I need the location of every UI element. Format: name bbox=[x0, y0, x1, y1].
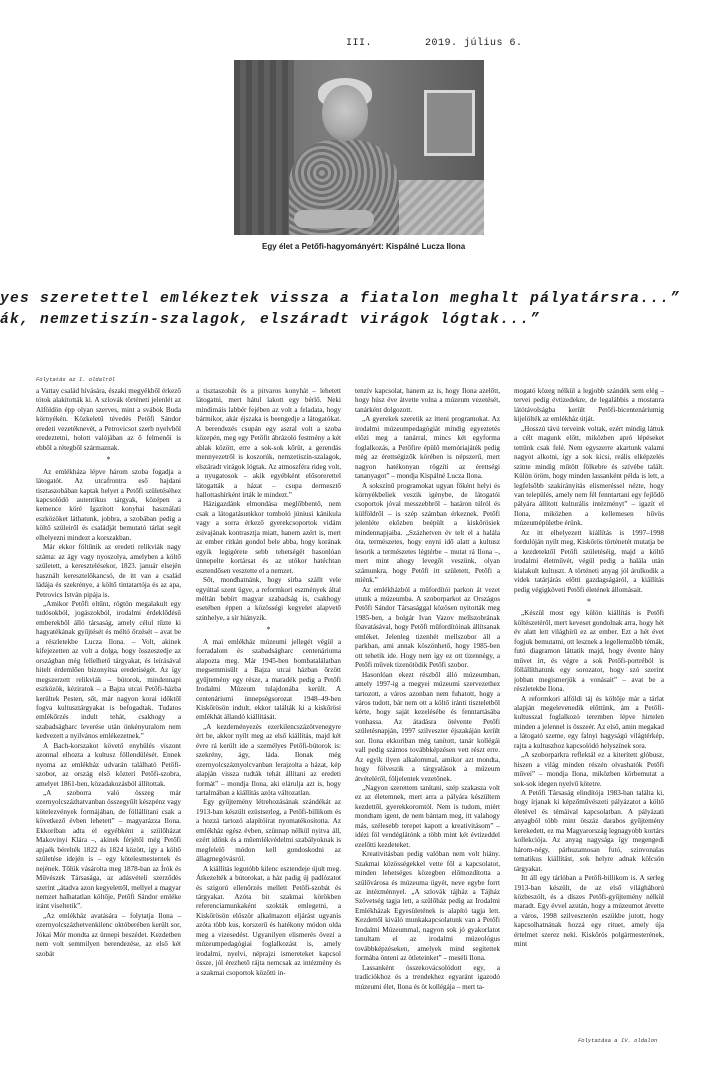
article-paragraph: A sokszínű programokat ugyan főként helyi és környékbeliek veszik igénybe, de látogatói csoportok jóval messzebbről – határon túlról és külföldről – is szép számban érkeznek. Petőfi jelenléte ekőzben beépült a kiskőrösiek mindennapjaiba. „Százhetven év telt el a halála óta, természetes, hogy enyni idő alatt a kultusz lesorik a természetes légtérbe – mutat rá Ilona –, mert mint ahogy levegőt veszünk, olyan számunkra, hogy Petőfi itt született, Petőfi a miénk.” bbox=[355, 481, 500, 585]
article-paragraph: A mai emlékház múzeumi jellegét végül a forradalom és szabadságharc centenáriuma alapozta meg. Már 1945-ben bombatalálatban megsemmisült a Bajza utcai házban őrzött gyűjtemény egy része, a maradék pedig a Petőfi Irodalmi Múzeum tulajdonába került. A centenáriumi ünnepségsorozat 1948–49-ben Kiskőrösön indult, ekkor találták ki a kiskőrösi emlékhát állandó kiállítását. bbox=[196, 637, 341, 722]
article-paragraph: „A szoborra való összeg már ezernyolcszázhatvanban összegyűlt készpénz vagy kötelezvények formájában, de föllállítani csak a következő évben lehetett” – magyarázza Ilona. Ekkoriban adta el egyébként a szülőházat Makovinyi Klára –, akinek férjétől még Petőfi apjaék bérelték 1822 és 1824 között, így a költő születése idején is – egy kötelesmesternek és nejének. Tőlük vásárolta meg 1878-ban az Írók és Művészek Társasága, az adásvételi szerződés szerint „átadva azon kegyelettől, mellyel a magyar nemzet halhatatlan költője, Petőfi Sándor emléke iránt viseltetik”. bbox=[36, 789, 181, 911]
article-paragraph: Lassanként összekovácsolódott egy, a tradíciókhoz és a trendekhez egyaránt igazodó múzeumi élet, Ilona és öt kollégája – mert ta- bbox=[355, 963, 500, 991]
article-paragraph: Kreativitásban pedig valóban nem volt hiány. Szakmai közösségekkel vette föl a kapcsolatot, minden lehetséges közegben előmozdította a szülővárosa és múzeuma ügyét, neve egybe forrt az intézménnyel. „A szlovák tájház a Tájház Szövetség tagja lett, a szülőház pedig az Irodalmi Emlékházak Egyesületének is alapító tagja lett. Kezdettől kiváló munkakapcsolatunk van a Petőfi Irodalmi Múzeummal, nagyon sok jó gyakorlatot tanultam el az irodalmi múzeológus továbbképzéseken, amelyek mind segítettek formába önteni az ötleteinket” – meséli Ilona. bbox=[355, 850, 500, 963]
article-paragraph: Már ekkor föltűnik az eredeti relikviák nagy száma: az ágy vagy nyoszolya, amelyben a költő született, a keresztelésekor, 1823. január elsején használt keresztelőkancsó, de itt van a család ládája és szekrénye, a költő tintatartója és az apa, Petrovics István pipája is. bbox=[36, 543, 181, 599]
article-paragraph: „A gyerekek szeretik az itteni programokat. Az irodalmi múzeumpedagógiát mindig egyeztetés előzi meg a tanárral, mincs két egyforma foglalkozás, a Petőfire épülő memóriajáték pedig még az érettségizők körében is népszerű, mert nagyon hatékonyan rögzíti az érettségi tananyagot” – mondja Kispálné Lucza Ilona. bbox=[355, 415, 500, 481]
article-paragraph: mogató közeg nélkül a legjobb szándék sem elég – tervei pedig évtizedekre, de legalábbis a mostanra látótávolságba került Petőfi-bicentenáriumig kijelölték az emlékház útját. bbox=[514, 387, 664, 424]
article-paragraph: tenzív kapcsolat, hanem az is, hogy Ilona azelőtt, hogy húsz éve átvette volna a múzeum vezetését, tanárként dolgozott. bbox=[355, 387, 500, 414]
article-column-2 bbox=[196, 387, 341, 1027]
article-paragraph: „A kezdeményezés ezerkilencszázötvenegyre ért be, akkor nyílt meg az első kiállítás, majd két évre rá került ide a személyes Petőfi-bútorok is: szekrény, ágy, láda. Ilonak még ezernyolcszáznyolcvanban lerajzolta a házat, kép alapján vissza tudták tehát állítani az eredeti formát” – mondja Ilona, aki elárulja azt is, hogy tartalmában a kiállítás azóta változatlan. bbox=[196, 722, 341, 798]
article-column-4 bbox=[514, 387, 664, 1027]
article-paragraph: Az emlékháza lépve három szoba fogadja a látogatót. Az utcafrontra eső hajdani tisztaszobában kaptak helyet a Petőfi születéséhez kapcsolódó autentikus tárgyak, középen a kemence köré Igazított konyhai használati eszközöket láthatunk, jobbra, a szobában pedig a költő szüleiről és családját bemutató tárlat segít elhelyezni mindezt a korszakban. bbox=[36, 467, 181, 542]
article-paragraph: A Bach-korszakot követő enyhülés viszont azonnal elhozta a kultusz föllendülését. Ennek nyoma az emlékház udvarán található Petőfi-szobor, az ország első közteri Petőfi-szobra, amelyet 1861-ben, közadakozásból állítottak. bbox=[36, 741, 181, 788]
photo-caption: Egy élet a Petőfi-hagyományért: Kispálné Lucza Ilona bbox=[262, 242, 466, 251]
pull-quote-line-2: ák, nemzetiszín-szalagok, elszáradt virágok lógtak...” bbox=[0, 312, 541, 328]
portrait-photo bbox=[234, 60, 484, 235]
article-paragraph: A reformkori alföldi táj és költője már a tárlat alapján megelevenedik előttünk, ám a Petőfi-kultusszal foglalkozó teremben lépve hirtelen minden a jelennel is összeér. Az első, amin megakad a látogató szeme, egy falnyi hagyságú világtérkép, rajta a kultuszhoz kapcsolódó helyszínek sora. bbox=[514, 694, 664, 750]
article-paragraph: Az emlékházból a műfordítói parkon át vezet utunk a múzeumba. A szoborparkot az Országos Petőfi Sándor Társasággal közösen nyitották meg 1985-ben, a bolgár Ivan Vazov mellszobrának föavatásával, hogy Petőfi műfordítóinak állítsanak emléket. Jelenleg tizenhét mellszobor áll a parkban, ami annak köszönhető, hogy 1985-ben ott tehetik ide. Hogy nem így ez ott tizennégy, a Petőfi művek tizenötödik Petőfi szobor. bbox=[355, 585, 500, 670]
article-paragraph: „A szoborparkra reflektál ez a kiterített glóbusz, hiszen a világ minden részén olvashatók Petőfi művei” – mondja Ilona, miközben körbemutat a sok-sok idegen nyelvű kötetre. bbox=[514, 751, 664, 788]
article-paragraph: „Amikor Petőfi eltűnt, rögtön megalakult egy tudósokból, jogászokból, irodalmi érdeklődésű emberekből álló társaság, amely célul tűzte ki hagyatékának gyűjtését és méltó őrzését – avat be a részletekbe Lucza Ilona. – Volt, akinek kifejezetten az volt a dolga, hogy összeszedje az országban még fellelhető tárgyakat, és leírásával hitelt érdemlően bizonyítsa eredetiségét. Az így megszerzett relikviák – bútorok, mindennapi eszközök, kéziratok – a Bajza utcai Petőfi-házba kerültek Pesten, sőt, már nagyon korai időktől fogva kultusztárgyakat is befogadtak. Tudatos emlékőrzés indult tehát, csakhogy a szabadságharc leverése után önkényuralom nem kedvezett a nyilvános emlékezetnek.” bbox=[36, 599, 181, 741]
article-paragraph: Itt áll egy tárlóban a Petőfi-billikom is. A serleg 1913-ban készült, de az első világháború közbeszólt, és a díszes Petőfi-gyűjtemény nélkül maradt. Egy évvel azután, hogy a múzeumot átvette a város, 1998 szilveszterén eszükbe jutott, hogy kapcsolhatnának hozzá egy rituet, amely úja értelmet szerez neki. Kiskőrös polgármesterének, mint bbox=[514, 874, 664, 949]
article-paragraph: Egy gyűjtemény létrehozásának szándékát az 1913-ban készült ezüstserleg, a Petőfi-billikom és a hozzá tartozó alapítóirat nyomatékosította. Az emlékház egész évben, szünnap nélkül nyitva áll, ezért időnk és a műemlékvédelmi szabályoknak is megfelelő módon kell gondoskodni az állagmegóvásról. bbox=[196, 798, 341, 864]
section-separator: * bbox=[106, 455, 111, 465]
section-separator: * bbox=[266, 625, 271, 635]
continued-to-note: Folytatása a IV. oldalon bbox=[578, 1037, 658, 1044]
article-column-3 bbox=[355, 387, 500, 1027]
article-paragraph: „Nagyon szerettem tanítani, szép szakasza volt ez az életemnek, mert arra a pályára készültem kezdettől, gyerekkoromtól. Nem is tudom, miért mondtam igent, de nem bántam meg, itt valahogy más, szélesebb terepet kapott a kreativitásom” – idézi föl vendéglátónk a több mint két évtizeddel ezelőtti kezdeteket. bbox=[355, 784, 500, 849]
pull-quote-line-1: yes szeretettel emlékeztek vissza a fiatalon meghalt pályatársra...” bbox=[0, 291, 681, 307]
article-column-1 bbox=[36, 387, 181, 1027]
page-header-date: 2019. július 6. bbox=[425, 38, 523, 49]
article-paragraph: A kiállítás legutóbb kilenc esztendeje újult meg. Átkezelték a bútorokat, a ház padig új padlózatot és szigorú ellenőrzés mellett Petőfi-szobát és tárgyakat. Azóta bit szakmai körökben referenciamunkaként szokták emlegetni, a Kiskőrösön először alkalmazott eljárást ugyanis azóta több kus, korszerű és hatékony módon olda meg a vizesedést. Ugyanilyen elismerés övezi a múzeumpedagógiai foglalkozást is, amely irodalmi, nyelvi, néprajzi ismereteket kapcsol össze, jól érezhető rájta nemcsak az intézmény és a szakmai csoportok közötti in- bbox=[196, 864, 341, 977]
article-paragraph: „Készül most egy külön kiállítás is Petőfi költészetéről, mert keveset gondolnak arra, hogy hét év alatt lett világhírű ez az ember. Ezt a hét évet fogjuk bemutatni, ott lesznek a legellemzőbb témák, futó diagramon láttatik majd, hogy évente hány művet írt, és végre a sok Petőfi-portréból is föllállíthatunk egy sorozatot, hogy szó szerint jobban megismerjük a vonásait” – avat be a részletekbe Ilona. bbox=[514, 609, 664, 694]
article-paragraph: „Hosszú távú terveink voltak, ezért mindig láttuk a célt magunk előtt, miközben apró lépéseket tettünk csak felé. Nem egyszerre akartunk valami nagyot alkotni, így a sok kicsi, reális elképzelés szinte mindig műtött fölkebre és szívébe talált. Külön öröm, hogy minden lassanként példa is lett, a legfelsőbb szakirányítás elismeréssel nézte, hogy van település, amely nem fél fenntartani egy fejlődő pályára állított kulturális intézményt” – igazít el Ilona, miközben a kellemesen hűvös múzeumépületbe érünk. bbox=[514, 424, 664, 528]
page-header-number: III. bbox=[346, 38, 373, 49]
article-paragraph: Hasonlóan ekezt részből álló múzeumban, amely 1997-ig a megyei múzeumi szervezethez tartozott, a város azonban nem fuhatott, hogy a város tudott, bár nem ott a költő iránti tiszteletből kérte, hogy saját kezelésébe és fenntartásába vonhassa. Az átadásra ötévente Petőfi születésnapján, 1997 szilveszter éjszakáján került sor. Ilona ekkoriban még tanított, tanár kollégái vall pedig számos továbbképzésen vett részt erre. Az egyik ilyen alkalommal, amikor azt mondta, hogy fölveszik a tárgyalások a múzeum átvételéről, följelentek vezetőnek. bbox=[355, 670, 500, 783]
article-paragraph: Sőt, mondhatnánk, hogy sírba szállt vele egyúttal szent ügye, a reformkori eszmények által méltán bebírt magyar szabadság is, csakhogy esetében éppen a közösségi kegyelet alapvető színhelye, a sír hiányzik. bbox=[196, 576, 341, 622]
article-paragraph: „Az emlékház avatására – folytatja Ilona – ezernyolcszázhetvenkilenc októberében került sor, Jókai Mór mondta az ünnepi beszédet. Kezdetben nem volt semmilyen berendezése, az első két szobát bbox=[36, 911, 181, 958]
article-paragraph: A Petőfi Társaság elindítója 1983-ban találta ki, hogy írjanak ki képzőművészeti pályázatot a költő életével és témáival kapcsolatban. A pályázati anyagból több mint ötszáz darabos gyűjtemény kerekedett, ez ma Magyarország legnagyobb kortárs kollekciója. Az anyag nagysága így megengedi három-négy, párhuzamosan futó, szinvonalas tematikus kiállítást, sok helyre adnak kölcsön tárgyakat. bbox=[514, 789, 664, 873]
article-paragraph: a tisztaszobát és a pitvaros konyhát – lehetett látogatni, mert hátul lakott egy bérlő. Neki mindimáis labbér fejében az volt a feladata, hogy bármikor, akár éjszaka is beengedje a látogatókat. A berendezés csupán egy asztal volt a szoba közepén, meg egy Petőfit ábrázoló festmény a két ablak között, erre a sok-sok kőrüt, a gerendás mennyezetről is koszorúk, nemzetiszín-szalagok, elszáradt virágok lógtak. Az atmoszféra rideg volt, a nyugatosok – akik egyébként elősorerettel látogatták a házat – csupa dermesztő hallottashírként írták le mindezt.” bbox=[196, 387, 341, 499]
article-paragraph: Az itt elhelyezett kiállítás is 1997–1998 fordulóján nyílt meg, Kiskőrös történetét mutatja be a kezdetektől Petőfi születéséig, majd a költő irodalmi életművét, végül pedig a halála után kialakult kultuszt. A történeti anyag jól árulkodik a videk tatárjárás előtti gazdagságáról, a kiállítás pedig végigkövetí Petőfi életének állomásait. bbox=[514, 528, 664, 594]
article-paragraph: a Vattay család hívására, északi megyékből érkező tótok alakították ki. A szlovák történeti jelenlét az Alföldön épp olyan szerves, mint a svábok Buda környékén. Közkeletű tévedés Petőfi Sándor eredeti vezetéknevét, a Petrovicsot szerb nyelvből eredeztetni, holott valójában az ő felmenői is ebből a rétegből származnak. bbox=[36, 387, 181, 452]
article-paragraph: Házigazdánk elmondása meglőbbentő, nem csak a látogatásunkkor tomboló júniusi kánikula vagy a sorra érkező gyerekcsoportok vidám zsivajának kontrasztja miatt, hanem azért is, mert az ember ritkán gondol bele abba, hogy korának egyik legigérete sebb tehetségét hasonlóan ünnepelte kortársat és az utókor hatéchtan esztendősen vesztette el a nemzet. bbox=[196, 500, 341, 575]
continued-from-note: Folytatás az I. oldalról bbox=[36, 376, 116, 383]
section-separator: * bbox=[587, 596, 591, 606]
